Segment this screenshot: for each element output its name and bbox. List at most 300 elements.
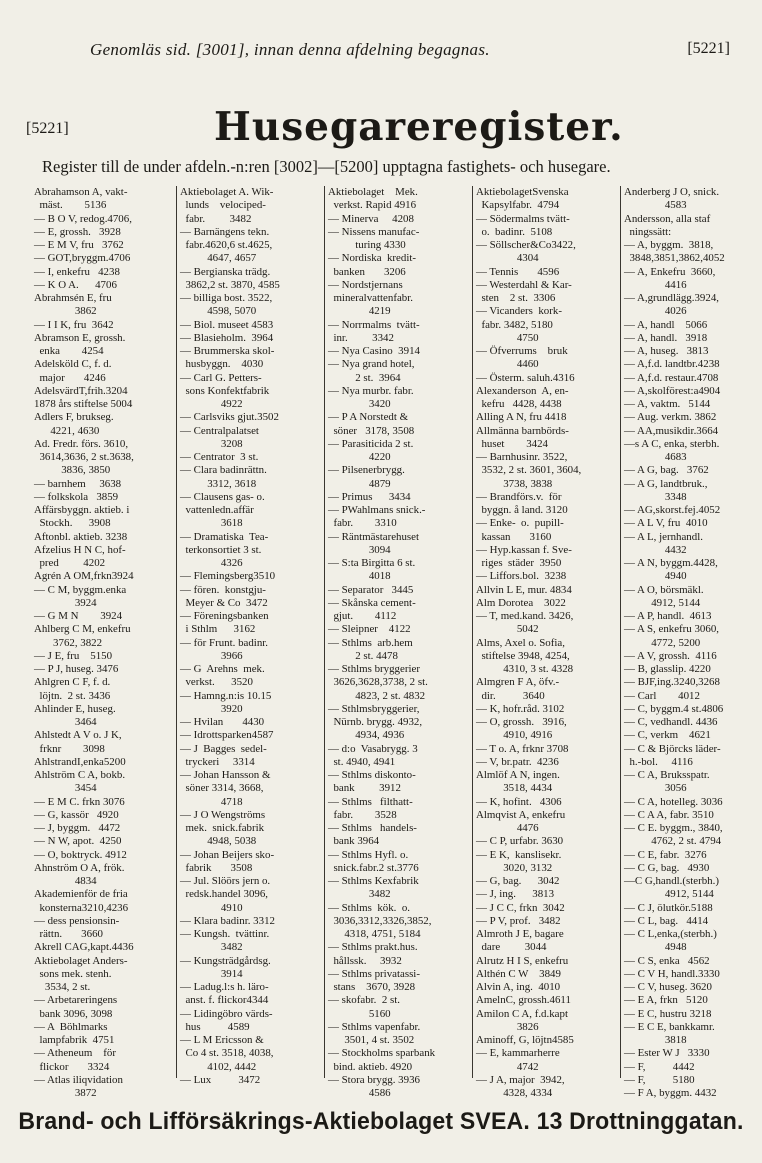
- register-entry-line: 4912, 5144: [624, 888, 714, 901]
- register-entry-line: bank 3964: [328, 835, 380, 848]
- register-entry-line: — F, 4442: [624, 1060, 695, 1073]
- register-entry-line: — Skånska cement-: [328, 596, 416, 609]
- register-entry-line: — A N, byggm.4428,: [624, 557, 718, 569]
- register-entry-line: — A, Enkefru 3660,: [624, 265, 716, 278]
- register-entry-line: 4220: [328, 451, 391, 463]
- register-entry-line: — A P, handl. 4613: [624, 610, 712, 622]
- register-entry-line: — A,grundlägg.3924,: [624, 292, 719, 304]
- register-entry-line: redsk.handel 3096,: [180, 888, 269, 901]
- register-entry-line: 3534, 2 st.: [34, 981, 91, 993]
- register-entry-line: huset 3424: [476, 437, 548, 450]
- register-entry-line: — P J, huseg. 3476: [34, 663, 119, 675]
- register-entry-line: Ahnström O A, frök.: [34, 861, 125, 874]
- register-entry-line: 4772, 5200: [624, 636, 701, 649]
- register-entry-line: — Dramatiska Tea-: [180, 530, 269, 543]
- register-entry-line: — Nya murbr. fabr.: [328, 384, 414, 397]
- register-entry-line: — J A, major 3942,: [476, 1073, 565, 1086]
- register-entry-line: husbyggn. 4030: [180, 358, 264, 371]
- register-entry-line: 4326: [180, 557, 243, 569]
- register-entry-line: 3818: [624, 1034, 687, 1046]
- register-entry-line: — S:ta Birgitta 6 st.: [328, 557, 416, 569]
- register-entry-line: 4026: [624, 305, 687, 318]
- register-entry-line: 3848,3851,3862,4052: [624, 252, 725, 265]
- register-entry-line: Abramson E, grossh.: [34, 331, 126, 344]
- register-entry-line: — Johan Beijers sko-: [180, 848, 275, 861]
- register-entry-line: — Sthlms bryggerier: [328, 663, 420, 675]
- register-entry-line: Affärsbyggn. aktieb. i: [34, 504, 130, 516]
- register-entry-line: 3056: [624, 782, 687, 795]
- register-entry-line: — P V, prof. 3482: [476, 914, 561, 927]
- register-entry-line: Aftonbl. aktieb. 3238: [34, 530, 128, 543]
- register-entry-line: — P A Norstedt &: [328, 411, 409, 424]
- register-entry-line: Andersson, alla staf: [624, 212, 711, 225]
- register-entry-line: — J E, fru 5150: [34, 649, 113, 662]
- register-entry-line: — Idrottsparken4587: [180, 729, 274, 742]
- register-entry-line: Adelsköld C, f. d.: [34, 358, 112, 371]
- section-number: [5221]: [26, 120, 69, 137]
- register-entry-line: — I I K, fru 3642: [34, 318, 114, 331]
- register-entry-line: — C E. byggm., 3840,: [624, 822, 723, 834]
- register-subtitle: Register till de under afdeln.-n:ren [3002]—[5200] upptagna fastighets- och husegare.: [42, 157, 611, 176]
- register-entry-line: Ahlstedt A V o. J K,: [34, 729, 122, 742]
- register-entry-line: fabr. 3482: [180, 212, 252, 225]
- register-entry-line: 4910, 4916: [476, 729, 553, 742]
- register-column-4: [476, 186, 616, 1099]
- register-entry-line: 5160: [328, 1007, 391, 1020]
- register-entry-line: — d:o Vasabrygg. 3: [328, 742, 418, 755]
- register-entry-line: 3872: [34, 1087, 97, 1099]
- register-entry-line: — Ester W J 3330: [624, 1047, 710, 1060]
- register-entry-line: — E, kammarherre: [476, 1047, 560, 1060]
- register-entry-line: — E M C. frkn 3076: [34, 795, 125, 808]
- register-entry-line: — A, huseg. 3813: [624, 345, 709, 357]
- register-entry-line: 4102, 4442: [180, 1060, 257, 1073]
- register-entry-line: — Centralpalatset: [180, 424, 259, 437]
- register-entry-line: 2 st. 4478: [328, 649, 398, 662]
- register-entry-line: inr. 3342: [328, 331, 394, 344]
- register-entry-line: — V, br.patr. 4236: [476, 755, 559, 768]
- register-entry-line: — J, ing. 3813: [476, 888, 555, 901]
- register-entry-line: —s A C, enka, sterbh.: [624, 437, 720, 450]
- register-entry-line: major 4246: [34, 371, 106, 384]
- register-entry-line: konsterna3210,4236: [34, 901, 129, 914]
- register-entry-line: 4912, 5144: [624, 596, 701, 609]
- register-entry-line: — Söllscher&Co3422,: [476, 239, 576, 251]
- register-entry-line: 2 st. 3964: [328, 371, 401, 384]
- register-entry-line: — C L, bag. 4414: [624, 914, 709, 927]
- register-entry-line: — Stockholms sparbank: [328, 1047, 436, 1060]
- register-entry-line: gjut. 4112: [328, 610, 397, 622]
- register-entry-line: byggn. å land. 3120: [476, 504, 568, 516]
- register-entry-line: 4221, 4630: [34, 424, 100, 437]
- register-entry-line: — Nordiska kredit-: [328, 252, 417, 265]
- register-entry-line: — Centrator 3 st.: [180, 451, 259, 463]
- register-entry-line: mäst. 5136: [34, 199, 107, 212]
- register-entry-line: — Sthlms filthatt-: [328, 795, 413, 808]
- register-entry-line: — L M Ericsson &: [180, 1034, 264, 1046]
- register-entry-line: — E A, frkn 5120: [624, 994, 708, 1007]
- register-entry-line: sons mek. stenh.: [34, 967, 112, 980]
- register-entry-line: h.-bol. 4116: [624, 755, 693, 768]
- register-entry-line: 3208: [180, 437, 243, 450]
- register-entry-line: — skofabr. 2 st.: [328, 994, 400, 1007]
- register-entry-line: lampfabrik 4751: [34, 1034, 115, 1046]
- register-entry-line: 3836, 3850: [34, 464, 111, 477]
- register-entry-line: — Separator 3445: [328, 583, 414, 596]
- register-entry-line: — för Frunt. badinr.: [180, 636, 269, 649]
- register-entry-line: Alexanderson A, en-: [476, 384, 569, 397]
- register-entry-line: 4647, 4657: [180, 252, 257, 265]
- register-entry-line: Amilon C A, f.d.kapt: [476, 1007, 568, 1020]
- register-entry-line: Almroth J E, bagare: [476, 928, 564, 940]
- register-columns: [34, 186, 752, 1099]
- register-entry-line: — Clausens gas- o.: [180, 490, 265, 503]
- register-entry-line: — A, handl. 3918: [624, 331, 708, 344]
- register-entry-line: — E C, hustru 3218: [624, 1007, 712, 1020]
- register-entry-line: kefru 4428, 4438: [476, 398, 562, 410]
- register-entry-line: 3454: [34, 782, 97, 795]
- register-entry-line: ningssätt:: [624, 225, 672, 238]
- register-entry-line: 4683: [624, 451, 687, 463]
- register-entry-line: — Lux 3472: [180, 1073, 261, 1086]
- register-entry-line: 3482: [180, 941, 243, 954]
- register-entry-line: — A, byggm. 3818,: [624, 239, 714, 251]
- register-entry-line: — Sthlms handels-: [328, 822, 417, 834]
- register-entry-line: — Vicanders kork-: [476, 305, 562, 318]
- register-entry-line: — C A, Bruksspatr.: [624, 769, 710, 781]
- register-entry-line: — Brandförs.v. för: [476, 490, 562, 503]
- register-entry-line: — C A A, fabr. 3510: [624, 808, 714, 821]
- register-entry-line: — E C E, bankkamr.: [624, 1020, 715, 1033]
- register-entry-line: — Liffors.bol. 3238: [476, 570, 567, 583]
- register-entry-line: verkst. Rapid 4916: [328, 199, 417, 212]
- register-entry-line: — G Arehns mek.: [180, 663, 265, 675]
- register-entry-line: rättn. 3660: [34, 928, 103, 940]
- register-entry-line: — A L V, fru 4010: [624, 517, 708, 530]
- register-entry-line: — Norrmalms tvätt-: [328, 318, 420, 331]
- register-entry-line: 3924: [34, 596, 97, 609]
- register-entry-line: — C S, enka 4562: [624, 954, 710, 967]
- register-entry-line: — Flemingsberg3510: [180, 570, 276, 583]
- register-entry-line: pred 4202: [34, 557, 106, 569]
- register-entry-line: — Biol. museet 4583: [180, 318, 274, 331]
- register-entry-line: 3614,3636, 2 st.3638,: [34, 451, 134, 463]
- register-entry-line: — BJF,ing.3240,3268: [624, 676, 720, 689]
- register-entry-line: 4823, 2 st. 4832: [328, 689, 426, 702]
- register-entry-line: — Arbetareringens: [34, 994, 118, 1007]
- register-entry-line: — Sthlms privatassi-: [328, 967, 420, 980]
- register-entry-line: — Carl 4012: [624, 689, 700, 702]
- register-entry-line: 3036,3312,3326,3852,: [328, 914, 432, 927]
- register-entry-line: söner 3314, 3668,: [180, 782, 264, 795]
- register-entry-line: 3094: [328, 543, 391, 556]
- register-entry-line: — Primus 3434: [328, 490, 411, 503]
- register-entry-line: tryckeri 3314: [180, 755, 255, 768]
- register-entry-line: — Bergianska trädg.: [180, 265, 271, 278]
- register-entry-line: 4318, 4751, 5184: [328, 928, 421, 940]
- register-entry-line: — A, handl 5066: [624, 318, 708, 331]
- register-entry-line: 3618: [180, 517, 243, 530]
- register-entry-line: — C J, ölutkör.5188: [624, 901, 713, 914]
- register-entry-line: fabr. 3310: [328, 517, 397, 530]
- register-entry-line: sten 2 st. 3306: [476, 292, 556, 304]
- register-entry-line: — C G, bag. 4930: [624, 861, 710, 874]
- column-divider: [176, 186, 177, 1078]
- register-entry-line: Ahlinder E, huseg.: [34, 702, 116, 715]
- register-entry-line: 4583: [624, 199, 687, 212]
- register-entry-line: 4750: [476, 331, 539, 344]
- register-entry-line: 4432: [624, 543, 687, 556]
- register-entry-line: lunds velociped-: [180, 199, 266, 212]
- column-divider: [620, 186, 621, 1078]
- register-entry-line: 4742: [476, 1060, 539, 1073]
- register-entry-line: fabrik 3508: [180, 861, 253, 874]
- register-entry-line: — Österm. saluh.4316: [476, 371, 575, 384]
- register-entry-line: 3738, 3838: [476, 477, 553, 490]
- register-entry-line: — Klara badinr. 3312: [180, 914, 275, 927]
- column-divider: [472, 186, 473, 1078]
- register-column-1: [34, 186, 172, 1099]
- register-entry-line: — A G, landtbruk.,: [624, 477, 708, 490]
- register-entry-line: — PWahlmans snick.-: [328, 504, 426, 516]
- register-entry-line: mek. snick.fabrik: [180, 822, 265, 834]
- register-entry-line: 3532, 2 st. 3601, 3604,: [476, 464, 582, 477]
- register-entry-line: Allmänna barnbörds-: [476, 424, 569, 437]
- register-entry-line: Alms, Axel o. Sofia,: [476, 636, 565, 649]
- register-entry-line: 3482: [328, 888, 391, 901]
- register-entry-line: Aktiebolaget Anders-: [34, 954, 128, 967]
- register-entry-line: 4598, 5070: [180, 305, 257, 318]
- register-entry-line: — Sthlms diskonto-: [328, 769, 416, 781]
- register-entry-line: bank 3096, 3098: [34, 1007, 113, 1020]
- register-entry-line: — Öfverrums bruk: [476, 345, 568, 357]
- register-entry-line: fabr.4620,6 st.4625,: [180, 239, 273, 251]
- register-entry-line: — Johan Hansson &: [180, 769, 271, 781]
- register-entry-line: Kapsylfabr. 4794: [476, 199, 560, 212]
- register-entry-line: — C, verkm 4621: [624, 729, 711, 742]
- register-entry-line: Stockh. 3908: [34, 517, 111, 530]
- register-entry-line: — B O V, redog.4706,: [34, 212, 132, 225]
- register-entry-line: Alm Dorotea 3022: [476, 596, 566, 609]
- register-entry-line: 4879: [328, 477, 391, 490]
- register-entry-line: hållssk. 3932: [328, 954, 402, 967]
- register-entry-line: 4940: [624, 570, 687, 583]
- register-entry-line: banken 3206: [328, 265, 406, 278]
- register-entry-line: vattenledn.affär: [180, 504, 254, 516]
- register-entry-line: 3762, 3822: [34, 636, 103, 649]
- register-entry-line: — O, boktryck. 4912: [34, 848, 127, 861]
- register-entry-line: — Barnhusinr. 3522,: [476, 451, 568, 463]
- register-entry-line: löjtn. 2 st. 3436: [34, 689, 111, 702]
- register-entry-line: — A V, grossh. 4116: [624, 649, 717, 662]
- register-entry-line: — C, byggm.4 st.4806: [624, 702, 724, 715]
- register-entry-line: 4762, 2 st. 4794: [624, 835, 722, 848]
- register-entry-line: — G, kassör 4920: [34, 808, 119, 821]
- register-entry-line: — C A, hotelleg. 3036: [624, 795, 723, 808]
- register-entry-line: — J Bagges sedel-: [180, 742, 267, 755]
- register-entry-line: — AG,skorst.fej.4052: [624, 504, 721, 516]
- register-entry-line: — Parasiticida 2 st.: [328, 437, 414, 450]
- register-entry-line: Althén C W 3849: [476, 967, 561, 980]
- register-entry-line: Ahlström C A, bokb.: [34, 769, 126, 781]
- register-entry-line: — Nordstjernans: [328, 278, 403, 291]
- register-entry-line: fabr. 3528: [328, 808, 397, 821]
- register-entry-line: Almqvist A, enkefru: [476, 808, 566, 821]
- register-entry-line: bank 3912: [328, 782, 401, 795]
- register-entry-line: Co 4 st. 3518, 4038,: [180, 1047, 274, 1060]
- register-entry-line: — Sthlms kök. o.: [328, 901, 410, 914]
- register-entry-line: Almlöf A N, ingen.: [476, 769, 560, 781]
- register-entry-line: — Tennis 4596: [476, 265, 560, 278]
- register-entry-line: — C M, byggm.enka: [34, 583, 127, 596]
- register-entry-line: 4922: [180, 398, 243, 410]
- register-entry-line: Meyer & Co 3472: [180, 596, 268, 609]
- register-entry-line: o. badinr. 5108: [476, 225, 553, 238]
- register-entry-line: kassan 3160: [476, 530, 552, 543]
- register-entry-line: AmelnC, grossh.4611: [476, 994, 571, 1007]
- register-entry-line: — Enke- o. pupill-: [476, 517, 564, 530]
- register-entry-line: stans 3670, 3928: [328, 981, 416, 993]
- register-entry-line: — Hamng.n:is 10.15: [180, 689, 272, 702]
- register-entry-line: 4416: [624, 278, 687, 291]
- advertisement-footer: Brand- och Lifförsäkrings-Aktiebolaget SVEA. 13 Drottninggatan.: [18, 1108, 744, 1135]
- register-entry-line: 4219: [328, 305, 391, 318]
- register-entry-line: — A G, bag. 3762: [624, 464, 709, 477]
- register-entry-line: — A Böhlmarks: [34, 1020, 108, 1033]
- register-entry-line: riges städer 3950: [476, 557, 562, 569]
- register-entry-line: Alrutz H I S, enkefru: [476, 954, 569, 967]
- register-entry-line: frknr 3098: [34, 742, 105, 755]
- register-entry-line: — E M V, fru 3762: [34, 239, 124, 251]
- register-entry-line: 3501, 4 st. 3502: [328, 1034, 415, 1046]
- register-entry-line: 3626,3628,3738, 2 st.: [328, 676, 428, 689]
- register-entry-line: — G, bag. 3042: [476, 875, 560, 887]
- register-entry-line: Ad. Fredr. förs. 3610,: [34, 437, 129, 450]
- register-entry-line: — E K, kanslisekr.: [476, 848, 562, 861]
- register-entry-line: — Hvilan 4430: [180, 716, 265, 728]
- register-entry-line: — GOT,bryggm.4706: [34, 252, 131, 265]
- register-entry-line: — Sthlms vapenfabr.: [328, 1020, 421, 1033]
- register-entry-line: — Ladug.l:s h. läro-: [180, 981, 269, 993]
- register-entry-line: — Atlas iliqvidation: [34, 1073, 123, 1086]
- register-entry-line: — Aug. verkm. 3862: [624, 411, 717, 424]
- register-entry-line: Nürnb. brygg. 4932,: [328, 716, 423, 728]
- register-entry-line: — Jul. Slöörs jern o.: [180, 875, 271, 887]
- register-entry-line: — O, grossh. 3916,: [476, 716, 567, 728]
- register-entry-line: — Räntmästarehuset: [328, 530, 420, 543]
- register-entry-line: enka 4254: [34, 345, 104, 357]
- register-entry-line: — fören. konstgju-: [180, 583, 266, 596]
- register-entry-line: — Föreningsbanken: [180, 610, 269, 622]
- register-entry-line: AktiebolagetSvenska: [476, 186, 569, 198]
- register-entry-line: Akrell CAG,kapt.4436: [34, 941, 134, 954]
- register-entry-line: — Kungsträdgårdsg.: [180, 954, 271, 967]
- register-entry-line: Aminoff, G, löjtn4585: [476, 1034, 574, 1046]
- register-entry-line: anst. f. flickor4344: [180, 994, 269, 1007]
- register-entry-line: Ahlberg C M, enkefru: [34, 623, 131, 636]
- register-entry-line: terkonsortiet 3 st.: [180, 543, 262, 556]
- register-entry-line: 3348: [624, 490, 687, 503]
- register-entry-line: 3312, 3618: [180, 477, 257, 490]
- register-entry-line: 4948, 5038: [180, 835, 257, 848]
- register-entry-line: 4718: [180, 795, 243, 808]
- register-entry-line: — C E, fabr. 3276: [624, 848, 707, 861]
- register-entry-line: — Pilsenerbrygg.: [328, 464, 405, 477]
- register-entry-line: — Sthlmsbryggerier,: [328, 702, 420, 715]
- register-entry-line: 4476: [476, 822, 539, 834]
- register-entry-line: Afzelius H N C, hof-: [34, 543, 126, 556]
- register-entry-line: 3464: [34, 716, 97, 728]
- register-entry-line: — J C C, frkn 3042: [476, 901, 565, 914]
- register-entry-line: — Minerva 4208: [328, 212, 414, 225]
- register-entry-line: — Westerdahl & Kar-: [476, 278, 572, 291]
- register-entry-line: 4328, 4334: [476, 1087, 553, 1099]
- register-entry-line: — C, vedhandl. 4436: [624, 716, 718, 728]
- register-entry-line: 3020, 3132: [476, 861, 553, 874]
- register-entry-line: söner 3178, 3508: [328, 424, 415, 437]
- register-entry-line: — barnhem 3638: [34, 477, 122, 490]
- register-entry-line: — Brummerska skol-: [180, 345, 275, 357]
- register-entry-line: 4948: [624, 941, 687, 954]
- register-entry-line: — A L, jernhandl.: [624, 530, 703, 543]
- register-entry-line: — billiga bost. 3522,: [180, 292, 273, 304]
- running-header: [0, 40, 762, 62]
- register-entry-line: — T o. A, frknr 3708: [476, 742, 569, 755]
- register-entry-line: — Sthlms arb.hem: [328, 636, 413, 649]
- running-header-title: Genomläs sid. [3001], innan denna afdelning begagnas.: [90, 40, 490, 59]
- register-entry-line: 4460: [476, 358, 539, 371]
- register-entry-line: — F A, byggm. 4432: [624, 1087, 717, 1099]
- register-entry-line: — Carlsviks gjut.3502: [180, 411, 279, 424]
- register-entry-line: AhlstrandI,enka5200: [34, 755, 126, 768]
- register-entry-line: 3920: [180, 702, 243, 715]
- register-entry-line: dare 3044: [476, 941, 547, 954]
- register-entry-line: i Sthlm 3162: [180, 623, 256, 636]
- register-entry-line: Almgren F A, öfv.-: [476, 676, 560, 689]
- register-entry-line: — C & Björcks läder-: [624, 742, 721, 755]
- register-entry-line: — AA,musikdir.3664: [624, 424, 719, 437]
- register-entry-line: 3518, 4434: [476, 782, 553, 795]
- register-entry-line: Akademienför de fria: [34, 888, 128, 901]
- page-title: Husegareregister.: [214, 104, 624, 150]
- register-entry-line: stiftelse 3948, 4254,: [476, 649, 570, 662]
- register-entry-line: 3966: [180, 649, 243, 662]
- register-entry-line: 3826: [476, 1020, 539, 1033]
- register-entry-line: snick.fabr.2 st.3776: [328, 861, 419, 874]
- register-entry-line: — Clara badinrättn.: [180, 464, 267, 477]
- register-entry-line: 4304: [476, 252, 539, 265]
- register-entry-line: — Sthlms Kexfabrik: [328, 875, 419, 887]
- register-entry-line: — G M N 3924: [34, 610, 123, 622]
- register-entry-line: — A,f.d. restaur.4708: [624, 371, 719, 384]
- register-entry-line: — B, glasslip. 4220: [624, 663, 711, 675]
- register-entry-line: 3862,2 st. 3870, 4585: [180, 278, 280, 291]
- register-entry-line: 4310, 3 st. 4328: [476, 663, 574, 675]
- register-entry-line: — T, med.kand. 3426,: [476, 610, 574, 622]
- register-entry-line: Alling A N, fru 4418: [476, 411, 567, 424]
- register-entry-line: — C L,enka,(sterbh.): [624, 928, 717, 940]
- register-entry-line: — C V H, handl.3330: [624, 967, 720, 980]
- register-entry-line: — Stora brygg. 3936: [328, 1073, 420, 1086]
- register-entry-line: — A O, börsmäkl.: [624, 583, 704, 596]
- register-entry-line: st. 4940, 4941: [328, 755, 396, 768]
- register-entry-line: — dess pensionsin-: [34, 914, 120, 927]
- register-entry-line: — A,skolförest:a4904: [624, 384, 721, 397]
- register-column-5: [624, 186, 752, 1099]
- register-entry-line: — Nya Casino 3914: [328, 345, 420, 357]
- register-entry-line: — Sthlms prakt.hus.: [328, 941, 418, 954]
- register-entry-line: — E, grossh. 3928: [34, 225, 121, 238]
